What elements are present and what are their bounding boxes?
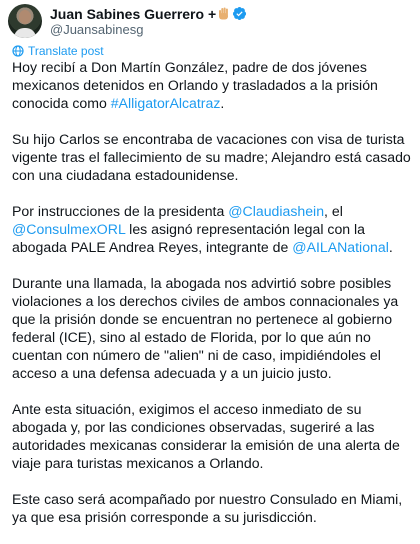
text-segment: les asignó representación legal con la abogada PALE Andrea Reyes, integrante de [12,221,366,255]
avatar-face [19,10,31,24]
avatar[interactable] [8,4,42,38]
post-paragraph-1 [12,58,412,112]
globe-icon [12,45,24,57]
post-paragraph-5: Ante esta situación, exigimos el acceso inmediato de su abogada y, por las condiciones observadas, sugeriré a las autoridades mexicanas considerar la emisión de una alerta de viaje para turistas mexicanos a Orlando. [12,401,400,471]
post-body [12,58,412,544]
name-line [50,5,247,22]
text-segment: Por instrucciones de la presidenta [12,203,229,219]
text-segment: Hoy recibí a Don Martín González, padre de dos jóvenes mexicanos detenidos en Orlando y trasladados a la prisión conocida como [12,59,378,111]
post-header [8,4,412,40]
text-segment: . [388,239,393,255]
text-segment: , el [324,203,343,219]
mention-link-consulmexorl[interactable]: @ConsulmexORL [12,221,126,237]
mention-link-ailanational[interactable]: @AILANational [292,239,389,255]
hashtag-link[interactable]: #AlligatorAlcatraz [110,95,221,111]
post-paragraph-2: Su hijo Carlos se encontraba de vacaciones con visa de turista vigente tras el fallecimiento de su madre; Alejandro está casado con una ciudadana estadounidense. [12,131,411,183]
display-name[interactable]: Juan Sabines Guerrero + [50,5,217,22]
translate-label: Translate post [28,44,104,58]
post-paragraph-6: Este caso será acompañado por nuestro Consulado en Miami, ya que esa prisión corresponde a su jurisdicción. [12,491,403,525]
verified-badge-icon [232,6,247,21]
translate-post-link[interactable] [12,44,104,58]
text-segment: . [220,95,225,111]
raised-hand-emoji-icon [218,7,229,20]
avatar-shirt [14,28,36,38]
user-handle[interactable]: @Juansabinesg [50,22,144,37]
post-paragraph-4: Durante una llamada, la abogada nos advirtió sobre posibles violaciones a los derechos civiles de ambos connacionales ya que la prisión donde se encuentran no pertenece al gobierno federal (ICE), sino al estado de Florida, por lo que aún no cuentan con número de "alien" ni de caso, impidiéndoles el acceso a una defensa adecuada y a un juicio justo. [12,275,399,381]
mention-link-claudiashein[interactable]: @Claudiashein [228,203,325,219]
post-paragraph-3 [12,202,412,256]
